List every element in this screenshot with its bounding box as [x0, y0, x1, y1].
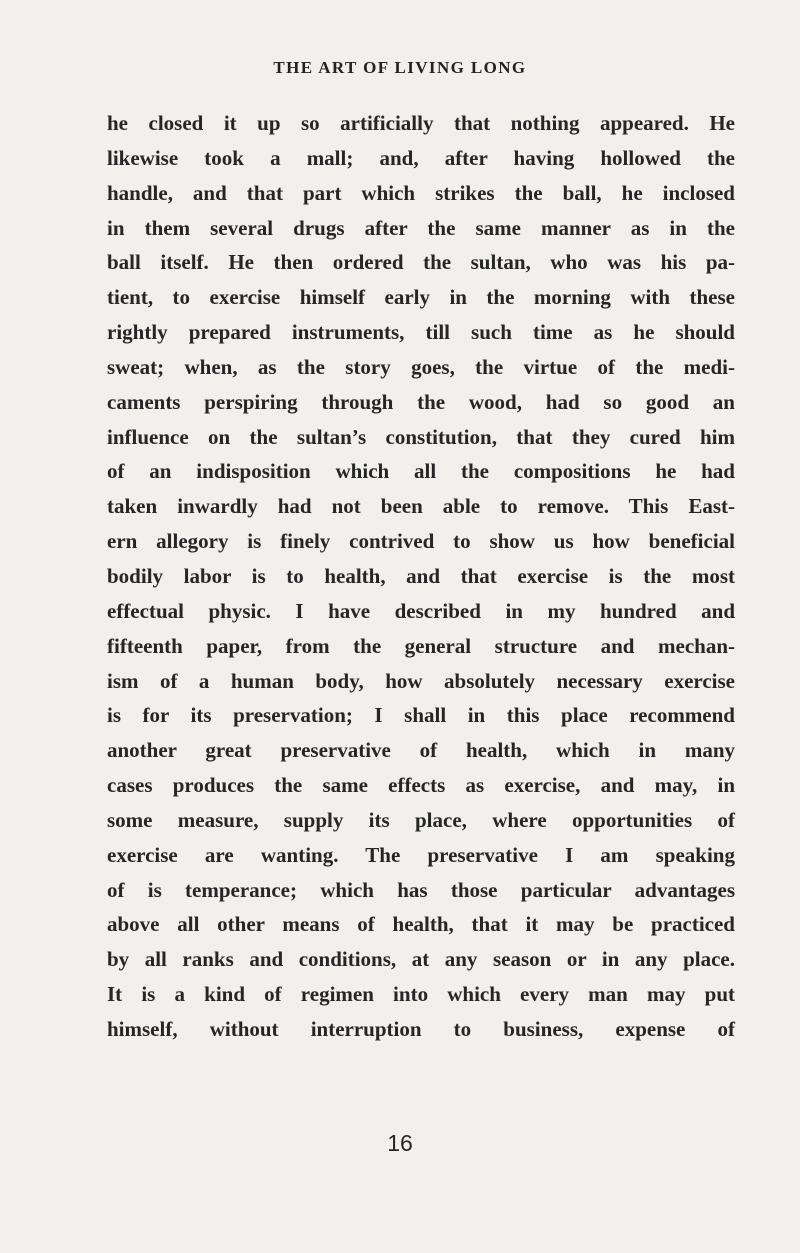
text-line: rightly prepared instruments, till such time as he should	[107, 320, 735, 345]
text-line: another great preservative of health, which in many	[107, 738, 735, 763]
text-line: of is temperance; which has those particular advantages	[107, 877, 735, 902]
text-line: ism of a human body, how absolutely necessary exercise	[107, 668, 735, 693]
text-line: effectual physic. I have described in my hundred and	[107, 598, 735, 623]
text-line: above all other means of health, that it may be practiced	[107, 912, 735, 937]
text-line: ern allegory is finely contrived to show us how beneficial	[107, 529, 735, 554]
text-line: caments perspiring through the wood, had so good an	[107, 389, 735, 414]
text-line: tient, to exercise himself early in the morning with these	[107, 285, 735, 310]
text-line: by all ranks and conditions, at any season or in any place.	[107, 947, 735, 972]
text-line: sweat; when, as the story goes, the virtue of the medi-	[107, 354, 735, 379]
text-line: cases produces the same effects as exercise, and may, in	[107, 773, 735, 798]
text-line: likewise took a mall; and, after having hollowed the	[107, 145, 735, 170]
text-line: himself, without interruption to business, expense of	[107, 1016, 735, 1041]
text-line: bodily labor is to health, and that exercise is the most	[107, 563, 735, 588]
text-line: influence on the sultan’s constitution, that they cured him	[107, 424, 735, 449]
text-line: he closed it up so artificially that nothing appeared. He	[107, 111, 735, 135]
text-line: It is a kind of regimen into which every man may put	[107, 982, 735, 1007]
page-number: 16	[387, 1130, 413, 1156]
text-line: some measure, supply its place, where opportunities of	[107, 807, 735, 832]
text-line: taken inwardly had not been able to remove. This East-	[107, 494, 735, 519]
text-line: ball itself. He then ordered the sultan, who was his pa-	[107, 250, 735, 275]
text-line: fifteenth paper, from the general structure and mechan-	[107, 633, 735, 658]
text-line: handle, and that part which strikes the ball, he inclosed	[107, 180, 735, 205]
text-line: is for its preservation; I shall in this place recommend	[107, 703, 735, 728]
text-line: of an indisposition which all the compositions he had	[107, 459, 735, 484]
text-line: in them several drugs after the same manner as in the	[107, 215, 735, 240]
text-line: exercise are wanting. The preservative I am speaking	[107, 842, 735, 867]
running-title: THE ART OF LIVING LONG	[273, 58, 527, 77]
body-text	[107, 106, 735, 1047]
